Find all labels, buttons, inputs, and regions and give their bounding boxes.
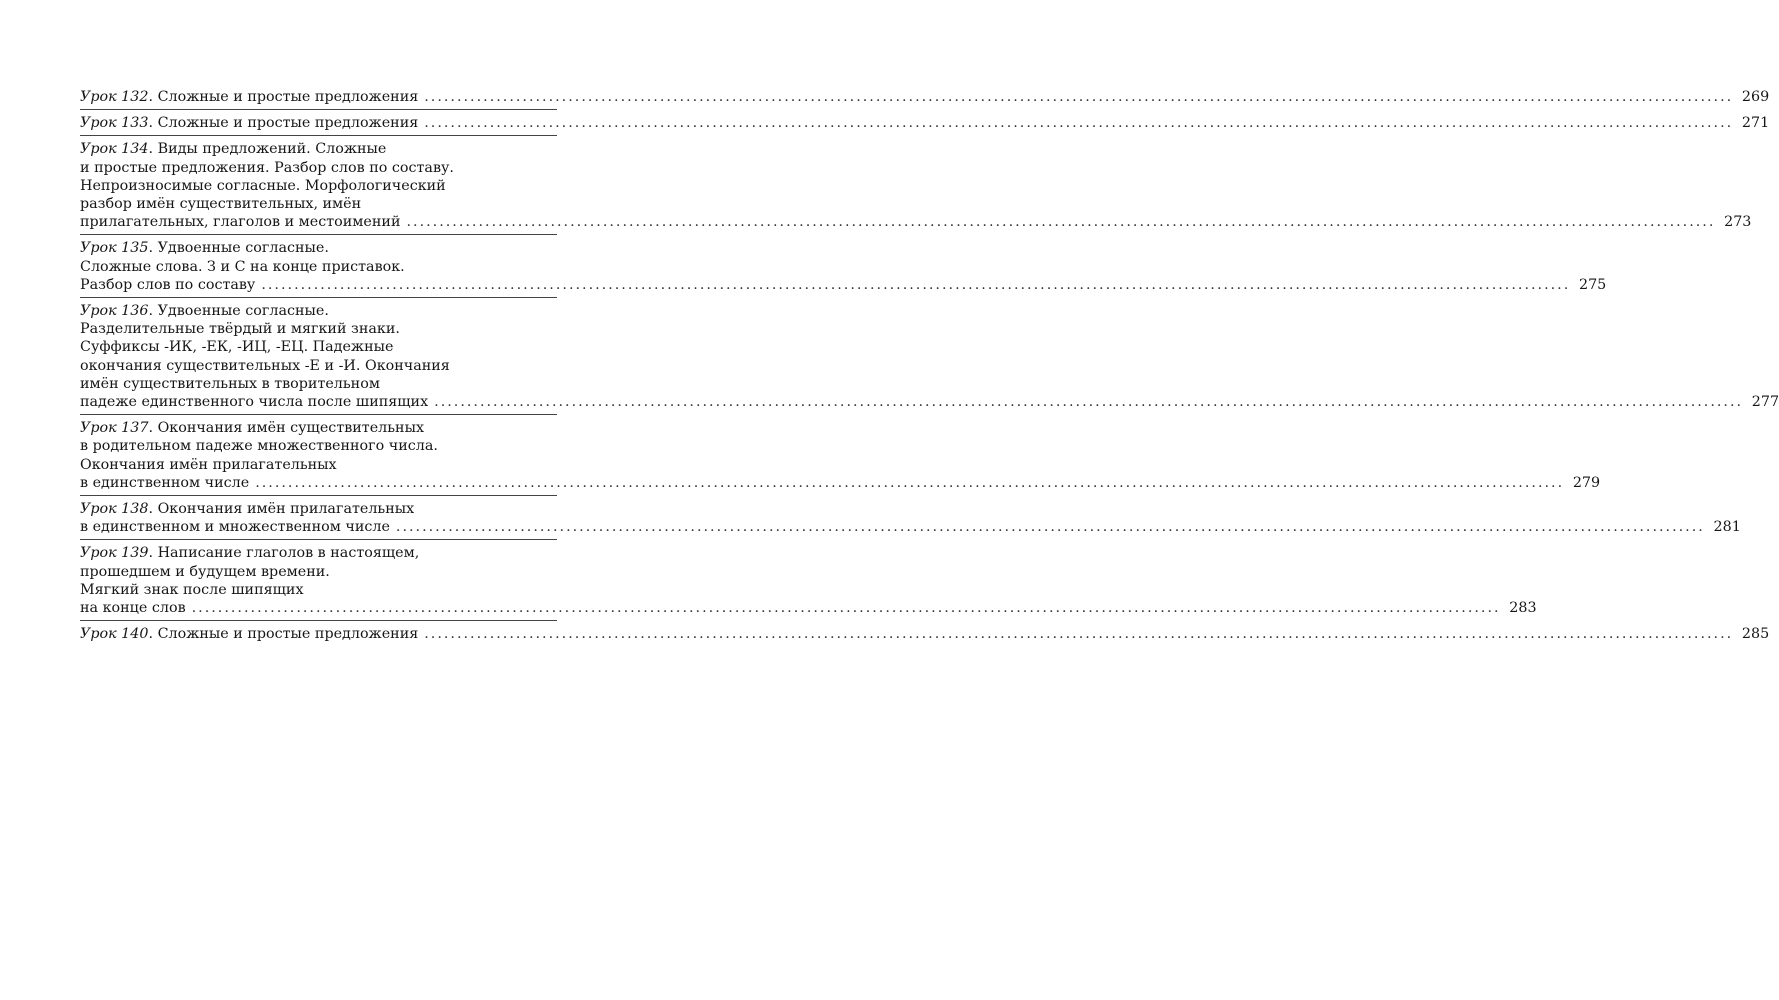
dot-leader: ........................................................................................................................................................................................................ xyxy=(424,89,1734,105)
lesson-number: Урок 138 xyxy=(80,501,149,518)
page-number: 275 xyxy=(1578,276,1607,293)
page-number: 281 xyxy=(1713,519,1741,536)
toc-entry-line xyxy=(80,599,1537,617)
lesson-title-part: Мягкий знак после шипящих xyxy=(80,581,304,598)
lesson-number: Урок 139 xyxy=(80,545,149,562)
dot-leader: ........................................................................................................................................................................................................ xyxy=(261,276,1571,293)
table-of-contents xyxy=(80,84,1779,646)
lesson-title-part: и простые предложения. Разбор слов по составу. xyxy=(80,159,454,176)
toc-entry-text: Урок 140. Сложные и простые предложения xyxy=(80,626,419,643)
toc-entry-line xyxy=(80,195,557,213)
lesson-number: Урок 137 xyxy=(80,420,149,437)
page-number: 277 xyxy=(1751,394,1779,411)
lesson-title-part: падеже единственного числа после шипящих xyxy=(80,394,429,411)
toc-entry-line xyxy=(80,258,557,276)
toc-entry xyxy=(80,540,1537,621)
toc-entry-line xyxy=(80,625,1770,643)
lesson-title-part: в родительном падеже множественного числа. xyxy=(80,438,438,455)
lesson-title-part: на конце слов xyxy=(80,600,186,617)
toc-entry-line xyxy=(80,393,1779,411)
dot-leader: ........................................................................................................................................................................................................ xyxy=(255,474,1565,491)
lesson-title-part: Окончания имён прилагательных xyxy=(157,501,415,518)
lesson-title-part: Удвоенные согласные. xyxy=(157,240,329,257)
toc-entry-text xyxy=(80,457,337,473)
lesson-title-part: Окончания имён существительных xyxy=(157,420,425,437)
toc-entry xyxy=(80,496,1741,540)
toc-entry-text xyxy=(80,358,450,374)
toc-entry-text: Урок 135. Удвоенные согласные. xyxy=(80,240,329,257)
dot-leader: ........................................................................................................................................................................................................ xyxy=(424,115,1734,132)
dot-leader: ........................................................................................................................................................................................................ xyxy=(434,394,1744,411)
lesson-title-part: прилагательных, глаголов и местоимений xyxy=(80,214,401,231)
toc-entry-text xyxy=(80,599,186,617)
lesson-title-part: разбор имён существительных, имён xyxy=(80,196,362,213)
page-number: 271 xyxy=(1741,115,1770,132)
toc-entry-text: Урок 132. Сложные и простые предложения xyxy=(80,89,419,105)
lesson-title-part: Сложные и простые предложения xyxy=(157,626,419,643)
toc-entry-text: Урок 137. Окончания имён существительных xyxy=(80,420,425,437)
toc-entry-line xyxy=(80,320,557,338)
lesson-title-part: Сложные и простые предложения xyxy=(157,115,419,132)
toc-entry-text xyxy=(80,259,405,275)
toc-entry-text xyxy=(80,178,446,194)
lesson-number: Урок 134 xyxy=(80,141,149,158)
toc-entry-line xyxy=(80,114,1770,132)
lesson-title-part: Непроизносимые согласные. Морфологический xyxy=(80,177,446,194)
toc-entry-line xyxy=(80,338,557,356)
page-number: 285 xyxy=(1741,626,1770,643)
lesson-title-part: Написание глаголов в настоящем, xyxy=(157,545,420,562)
toc-entry-line xyxy=(80,581,557,599)
lesson-title-part: в единственном числе xyxy=(80,474,250,491)
toc-entry-line xyxy=(80,419,557,437)
toc-entry-line xyxy=(80,357,557,375)
lesson-title-part: Удвоенные согласные. xyxy=(157,303,329,320)
toc-entry xyxy=(80,415,1601,496)
lesson-number: Урок 132 xyxy=(80,89,149,105)
lesson-title-part: Суффиксы -ИК, -ЕК, -ИЦ, -ЕЦ. Падежные xyxy=(80,339,394,356)
toc-entry-text: Урок 136. Удвоенные согласные. xyxy=(80,303,329,320)
lesson-title-part: Окончания имён прилагательных xyxy=(80,456,337,473)
dot-leader: ........................................................................................................................................................................................................ xyxy=(406,214,1716,231)
toc-entry xyxy=(80,84,1770,110)
page-number: 273 xyxy=(1724,214,1752,231)
lesson-title-part: прошедшем и будущем времени. xyxy=(80,563,330,580)
toc-entry-text xyxy=(80,376,380,392)
toc-entry-line xyxy=(80,544,557,562)
lesson-number: Урок 136 xyxy=(80,303,149,320)
toc-entry-text xyxy=(80,564,330,580)
toc-entry xyxy=(80,621,1770,646)
lesson-title-part: в единственном и множественном числе xyxy=(80,519,390,536)
lesson-number: Урок 135 xyxy=(80,240,149,257)
toc-entry-text: Урок 134. Виды предложений. Сложные xyxy=(80,141,387,158)
toc-entry-text xyxy=(80,160,454,176)
page-number: 269 xyxy=(1741,89,1770,105)
toc-entry-line xyxy=(80,563,557,581)
toc-entry-text xyxy=(80,438,438,454)
toc-entry-text xyxy=(80,474,249,492)
toc-entry-line xyxy=(80,375,557,393)
toc-entry-line xyxy=(80,276,1607,294)
toc-entry-line xyxy=(80,239,557,257)
lesson-number: Урок 140 xyxy=(80,626,149,643)
toc-entry-text xyxy=(80,276,255,294)
lesson-title-part: Разбор слов по составу xyxy=(80,276,256,293)
toc-entry-line xyxy=(80,213,1752,231)
toc-entry-text xyxy=(80,321,400,337)
lesson-title-part: Разделительные твёрдый и мягкий знаки. xyxy=(80,321,400,338)
toc-entry-line xyxy=(80,437,557,455)
dot-leader: ........................................................................................................................................................................................................ xyxy=(424,626,1734,643)
toc-entry-line xyxy=(80,518,1741,536)
toc-entry-line xyxy=(80,177,557,195)
toc-entry xyxy=(80,235,1607,298)
dot-leader: ........................................................................................................................................................................................................ xyxy=(191,600,1501,617)
lesson-title-part: имён существительных в творительном xyxy=(80,375,380,392)
toc-entry xyxy=(80,298,1779,415)
page-number: 279 xyxy=(1572,474,1601,491)
toc-entry-line xyxy=(80,500,557,518)
toc-entry-text: Урок 133. Сложные и простые предложения xyxy=(80,115,419,132)
lesson-title-part: Сложные и простые предложения xyxy=(157,89,419,105)
page-number: 283 xyxy=(1509,600,1537,617)
toc-entry-line xyxy=(80,302,557,320)
dot-leader: ........................................................................................................................................................................................................ xyxy=(395,519,1705,536)
toc-entry-text xyxy=(80,339,393,355)
toc-entry-text: Урок 138. Окончания имён прилагательных xyxy=(80,501,415,518)
toc-entry-text: Урок 139. Написание глаголов в настоящем, xyxy=(80,545,420,562)
lesson-title-part: Сложные слова. З и С на конце приставок. xyxy=(80,258,405,275)
toc-entry-text xyxy=(80,213,400,231)
toc-entry-text xyxy=(80,196,361,212)
toc-entry-line xyxy=(80,88,1770,106)
toc-entry xyxy=(80,136,1752,235)
toc-entry-line xyxy=(80,140,557,158)
toc-entry-text xyxy=(80,518,390,536)
lesson-title-part: окончания существительных -Е и -И. Окончания xyxy=(80,357,450,374)
toc-entry-line xyxy=(80,456,557,474)
toc-entry-text xyxy=(80,393,428,411)
lesson-number: Урок 133 xyxy=(80,115,149,132)
toc-entry-line xyxy=(80,474,1601,492)
lesson-title-part: Виды предложений. Сложные xyxy=(157,141,387,158)
toc-entry-text xyxy=(80,582,304,598)
toc-entry-line xyxy=(80,159,557,177)
toc-entry xyxy=(80,110,1770,136)
